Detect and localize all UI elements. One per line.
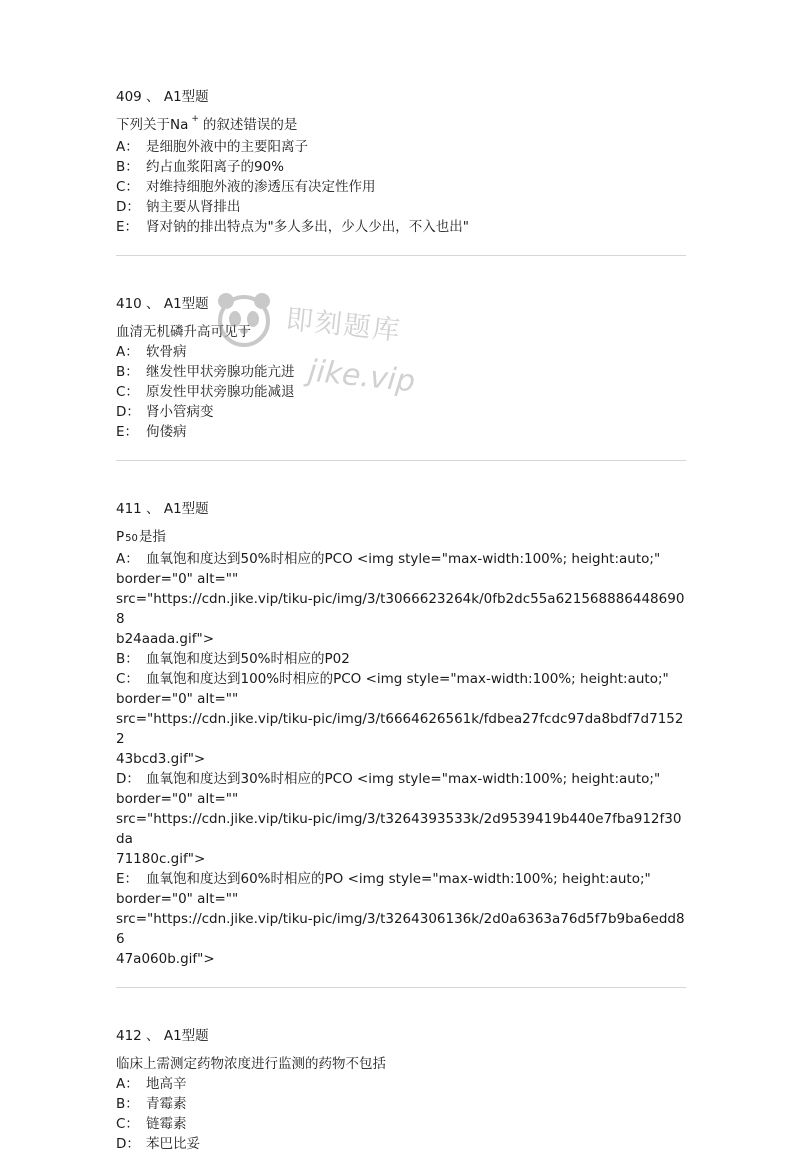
option-line: border="0" alt=""	[116, 691, 239, 707]
option-c	[116, 382, 686, 402]
stem-text-pre: 下列关于Na	[116, 117, 189, 133]
option-letter: B：	[116, 651, 139, 667]
option-text: 血氧饱和度达到50%时相应的P02	[146, 651, 350, 667]
option-text: 约占血浆阳离子的90%	[146, 159, 285, 175]
option-text: 原发性甲状旁腺功能减退	[146, 384, 295, 400]
option-line	[116, 769, 686, 789]
option-d	[116, 1134, 686, 1154]
option-line: 43bcd3.gif">	[116, 751, 206, 767]
option-line: border="0" alt=""	[116, 891, 239, 907]
option-letter: C：	[116, 179, 139, 195]
question-stem	[116, 527, 686, 549]
option-a	[116, 1074, 686, 1094]
stem-text-post: 的叙述错误的是	[202, 117, 298, 133]
option-line	[116, 649, 686, 669]
option-b	[116, 362, 686, 382]
option-d	[116, 769, 686, 869]
option-text: 苯巴比妥	[146, 1136, 200, 1152]
question-number: 410 、 A1型题	[116, 296, 209, 312]
question-411	[116, 499, 686, 969]
option-letter: E：	[116, 424, 139, 440]
option-letter: B：	[116, 159, 139, 175]
question-410	[116, 294, 686, 442]
option-text: 青霉素	[146, 1096, 187, 1112]
option-d	[116, 402, 686, 422]
option-b	[116, 1094, 686, 1114]
option-letter: E：	[116, 219, 139, 235]
option-e	[116, 869, 686, 969]
option-text: 地高辛	[146, 1076, 187, 1092]
option-line: src="https://cdn.jike.vip/tiku-pic/img/3/t3264393533k/2d9539419b440e7fba912f30da	[116, 811, 682, 847]
option-e	[116, 217, 686, 237]
watermark-brand: 即刻题库	[284, 304, 403, 347]
option-line: src="https://cdn.jike.vip/tiku-pic/img/3/t3264306136k/2d0a6363a76d5f7b9ba6edd86	[116, 911, 685, 947]
option-letter: C：	[116, 384, 139, 400]
option-text: 佝偻病	[146, 424, 187, 440]
option-c	[116, 1114, 686, 1134]
option-line: b24aada.gif">	[116, 631, 215, 647]
divider	[116, 255, 686, 256]
option-line: 47a060b.gif">	[116, 951, 215, 967]
question-stem: 临床上需测定药物浓度进行监测的药物不包括	[116, 1056, 386, 1072]
option-text: 血氧饱和度达到60%时相应的PO <img style="max-width:100%; height:auto;"	[146, 871, 651, 887]
stem-subscript: 50	[125, 533, 138, 544]
stem-superscript: +	[191, 114, 199, 124]
option-line: src="https://cdn.jike.vip/tiku-pic/img/3/t3066623264k/0fb2dc55a6215688864486908	[116, 591, 685, 627]
option-text: 对维持细胞外液的渗透压有决定性作用	[146, 179, 376, 195]
option-letter: D：	[116, 404, 140, 420]
option-text: 钠主要从肾排出	[146, 199, 241, 215]
question-list	[116, 87, 686, 1154]
option-letter: C：	[116, 1116, 139, 1132]
option-line	[116, 869, 686, 889]
question-number: 411 、 A1型题	[116, 501, 209, 517]
option-letter: A：	[116, 139, 139, 155]
option-text: 软骨病	[146, 344, 187, 360]
question-412	[116, 1026, 686, 1154]
watermark-url: jike.vip	[306, 353, 417, 400]
option-a	[116, 342, 686, 362]
option-letter: B：	[116, 364, 139, 380]
option-line: border="0" alt=""	[116, 791, 239, 807]
option-d	[116, 197, 686, 217]
question-number: 412 、 A1型题	[116, 1028, 209, 1044]
option-b	[116, 157, 686, 177]
question-stem: 血清无机磷升高可见于	[116, 324, 251, 340]
option-line: src="https://cdn.jike.vip/tiku-pic/img/3/t6664626561k/fdbea27fcdc97da8bdf7d71522	[116, 711, 684, 747]
option-a	[116, 549, 686, 649]
option-line: 71180c.gif">	[116, 851, 206, 867]
option-letter: A：	[116, 551, 139, 567]
stem-text-post: 是指	[138, 529, 166, 545]
option-c	[116, 177, 686, 197]
question-409	[116, 87, 686, 237]
divider	[116, 987, 686, 988]
option-b	[116, 649, 686, 669]
option-text: 是细胞外液中的主要阳离子	[146, 139, 308, 155]
option-text: 继发性甲状旁腺功能亢进	[146, 364, 295, 380]
option-line	[116, 669, 686, 689]
option-c	[116, 669, 686, 769]
option-letter: B：	[116, 1096, 139, 1112]
option-text: 血氧饱和度达到50%时相应的PCO <img style="max-width:100%; height:auto;"	[146, 551, 661, 567]
option-letter: D：	[116, 199, 140, 215]
option-text: 血氧饱和度达到30%时相应的PCO <img style="max-width:100%; height:auto;"	[146, 771, 661, 787]
question-stem	[116, 115, 686, 137]
option-letter: E：	[116, 871, 139, 887]
option-letter: D：	[116, 1136, 140, 1152]
option-letter: D：	[116, 771, 140, 787]
option-letter: A：	[116, 344, 139, 360]
option-line: border="0" alt=""	[116, 571, 239, 587]
option-text: 血氧饱和度达到100%时相应的PCO <img style="max-width:100%; height:auto;"	[146, 671, 669, 687]
option-letter: C：	[116, 671, 139, 687]
option-text: 肾对钠的排出特点为"多人多出，少人少出，不入也出"	[146, 219, 469, 235]
option-a	[116, 137, 686, 157]
stem-text-pre: P	[116, 529, 125, 545]
divider	[116, 460, 686, 461]
option-text: 链霉素	[146, 1116, 187, 1132]
option-e	[116, 422, 686, 442]
question-number: 409 、 A1型题	[116, 89, 209, 105]
option-text: 肾小管病变	[146, 404, 214, 420]
option-line	[116, 549, 686, 569]
option-letter: A：	[116, 1076, 139, 1092]
